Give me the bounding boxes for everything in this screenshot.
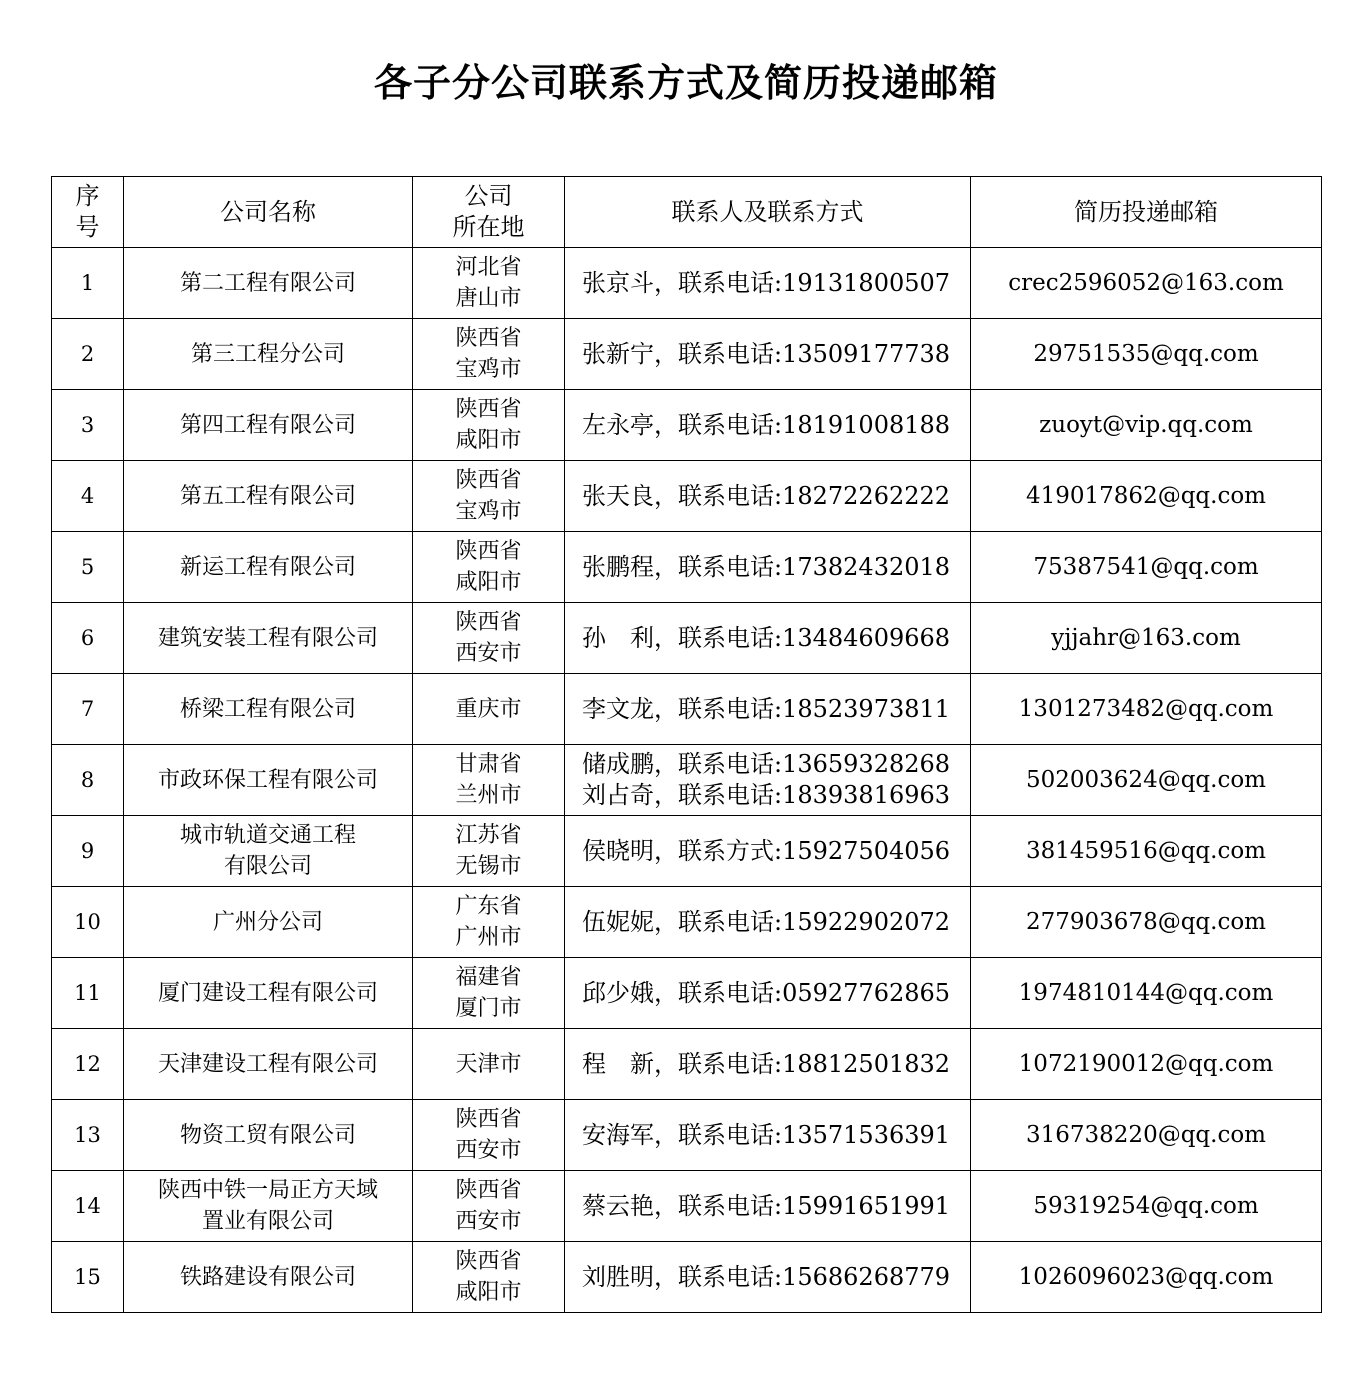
location-cell bbox=[413, 1171, 565, 1242]
header-location bbox=[413, 177, 565, 248]
location-cell bbox=[413, 390, 565, 461]
email-cell[interactable]: 419017862@qq.com bbox=[971, 461, 1322, 532]
email-cell[interactable]: zuoyt@vip.qq.com bbox=[971, 390, 1322, 461]
header-seq bbox=[52, 177, 124, 248]
company-cell-line: 有限公司 bbox=[223, 854, 312, 879]
table-header-row bbox=[52, 177, 1322, 248]
table-row bbox=[52, 532, 1322, 603]
location-cell-line: 无锡市 bbox=[455, 854, 522, 879]
contact-cell bbox=[565, 248, 971, 319]
contact-cell-line: 张天良，联系电话:18272262222 bbox=[582, 481, 951, 510]
contact-cell bbox=[565, 887, 971, 958]
contact-cell bbox=[565, 1171, 971, 1242]
header-contact: 联系人及联系方式 bbox=[565, 177, 971, 248]
company-cell bbox=[124, 745, 413, 816]
company-cell bbox=[124, 816, 413, 887]
seq-cell: 1 bbox=[52, 248, 124, 319]
location-cell-line: 宝鸡市 bbox=[455, 357, 522, 382]
contact-cell-line: 刘占奇，联系电话:18393816963 bbox=[582, 781, 951, 809]
location-cell-line: 宝鸡市 bbox=[455, 499, 522, 524]
table-row bbox=[52, 603, 1322, 674]
contact-cell bbox=[565, 319, 971, 390]
location-cell-line: 陕西省 bbox=[455, 468, 522, 493]
table-row bbox=[52, 319, 1322, 390]
contact-cell bbox=[565, 603, 971, 674]
company-cell-line: 陕西中铁一局正方天域 bbox=[157, 1178, 378, 1203]
seq-cell: 13 bbox=[52, 1100, 124, 1171]
location-cell-line: 陕西省 bbox=[455, 1178, 522, 1203]
company-cell bbox=[124, 390, 413, 461]
table-row bbox=[52, 674, 1322, 745]
location-cell-line: 西安市 bbox=[455, 641, 522, 666]
email-cell[interactable]: yjjahr@163.com bbox=[971, 603, 1322, 674]
location-cell bbox=[413, 674, 565, 745]
location-cell-line: 西安市 bbox=[455, 1209, 522, 1234]
table-row bbox=[52, 1171, 1322, 1242]
contact-cell-line: 李文龙，联系电话:18523973811 bbox=[582, 694, 951, 723]
contact-cell bbox=[565, 1242, 971, 1313]
email-cell[interactable]: 59319254@qq.com bbox=[971, 1171, 1322, 1242]
contacts-table bbox=[51, 176, 1322, 1313]
contact-cell-line: 侯晓明，联系方式:15927504056 bbox=[582, 836, 951, 865]
contact-cell bbox=[565, 461, 971, 532]
email-cell[interactable]: 502003624@qq.com bbox=[971, 745, 1322, 816]
seq-cell: 15 bbox=[52, 1242, 124, 1313]
company-cell-line: 天津建设工程有限公司 bbox=[157, 1051, 378, 1077]
company-cell bbox=[124, 1171, 413, 1242]
location-cell bbox=[413, 461, 565, 532]
seq-cell: 14 bbox=[52, 1171, 124, 1242]
email-cell[interactable]: crec2596052@163.com bbox=[971, 248, 1322, 319]
table-row bbox=[52, 390, 1322, 461]
location-cell-line: 福建省 bbox=[455, 965, 522, 990]
contact-cell-line: 张新宁，联系电话:13509177738 bbox=[582, 339, 951, 368]
location-cell-line: 陕西省 bbox=[455, 610, 522, 635]
header-seq-line: 号 bbox=[75, 213, 100, 241]
contact-cell-line: 蔡云艳，联系电话:15991651991 bbox=[582, 1191, 951, 1220]
location-cell-line: 河北省 bbox=[455, 255, 522, 280]
seq-cell: 5 bbox=[52, 532, 124, 603]
table-body bbox=[52, 248, 1322, 1313]
contact-cell-line: 张京斗，联系电话:19131800507 bbox=[582, 268, 951, 297]
company-cell bbox=[124, 461, 413, 532]
contact-cell bbox=[565, 958, 971, 1029]
location-cell-line: 唐山市 bbox=[455, 286, 522, 311]
seq-cell: 7 bbox=[52, 674, 124, 745]
location-cell bbox=[413, 816, 565, 887]
contact-cell-line: 孙 利，联系电话:13484609668 bbox=[582, 623, 951, 652]
contact-cell bbox=[565, 674, 971, 745]
table-row bbox=[52, 745, 1322, 816]
seq-cell: 11 bbox=[52, 958, 124, 1029]
seq-cell: 4 bbox=[52, 461, 124, 532]
seq-cell: 10 bbox=[52, 887, 124, 958]
seq-cell: 3 bbox=[52, 390, 124, 461]
company-cell-line: 建筑安装工程有限公司 bbox=[157, 625, 378, 651]
company-cell bbox=[124, 532, 413, 603]
location-cell-line: 重庆市 bbox=[455, 696, 522, 722]
location-cell bbox=[413, 1242, 565, 1313]
company-cell bbox=[124, 603, 413, 674]
contact-cell-line: 安海军，联系电话:13571536391 bbox=[582, 1120, 951, 1149]
table-row bbox=[52, 1242, 1322, 1313]
company-cell-line: 市政环保工程有限公司 bbox=[157, 767, 378, 793]
location-cell-line: 咸阳市 bbox=[455, 428, 522, 453]
location-cell-line: 咸阳市 bbox=[455, 570, 522, 595]
location-cell-line: 江苏省 bbox=[455, 823, 522, 848]
header-company: 公司名称 bbox=[124, 177, 413, 248]
header-location-line: 公司 bbox=[464, 182, 513, 210]
company-cell bbox=[124, 958, 413, 1029]
header-location-line: 所在地 bbox=[452, 213, 525, 241]
seq-cell: 12 bbox=[52, 1029, 124, 1100]
contact-cell-line: 邱少娥，联系电话:05927762865 bbox=[582, 978, 951, 1007]
company-cell-line: 桥梁工程有限公司 bbox=[179, 696, 356, 722]
table-row bbox=[52, 816, 1322, 887]
location-cell bbox=[413, 248, 565, 319]
location-cell-line: 西安市 bbox=[455, 1138, 522, 1163]
contact-cell-line: 张鹏程，联系电话:17382432018 bbox=[582, 552, 951, 581]
location-cell-line: 陕西省 bbox=[455, 539, 522, 564]
page-title: 各子分公司联系方式及简历投递邮箱 bbox=[373, 61, 998, 105]
location-cell-line: 陕西省 bbox=[455, 397, 522, 422]
contact-cell bbox=[565, 390, 971, 461]
company-cell-line: 铁路建设有限公司 bbox=[179, 1264, 356, 1290]
email-cell[interactable]: 1072190012@qq.com bbox=[971, 1029, 1322, 1100]
seq-cell: 2 bbox=[52, 319, 124, 390]
header-seq-line: 序 bbox=[75, 182, 100, 210]
location-cell bbox=[413, 603, 565, 674]
location-cell-line: 咸阳市 bbox=[455, 1280, 522, 1305]
company-cell-line: 第二工程有限公司 bbox=[179, 270, 356, 296]
company-cell bbox=[124, 1029, 413, 1100]
company-cell bbox=[124, 1242, 413, 1313]
contact-cell bbox=[565, 1100, 971, 1171]
email-cell[interactable]: 29751535@qq.com bbox=[971, 319, 1322, 390]
seq-cell: 9 bbox=[52, 816, 124, 887]
email-cell[interactable]: 381459516@qq.com bbox=[971, 816, 1322, 887]
email-cell[interactable]: 1974810144@qq.com bbox=[971, 958, 1322, 1029]
location-cell bbox=[413, 887, 565, 958]
location-cell-line: 广东省 bbox=[455, 894, 522, 919]
email-cell[interactable]: 316738220@qq.com bbox=[971, 1100, 1322, 1171]
table-row bbox=[52, 958, 1322, 1029]
email-cell[interactable]: 277903678@qq.com bbox=[971, 887, 1322, 958]
company-cell bbox=[124, 1100, 413, 1171]
location-cell bbox=[413, 745, 565, 816]
location-cell-line: 兰州市 bbox=[455, 783, 522, 808]
contact-cell-line: 左永亭，联系电话:18191008188 bbox=[582, 410, 951, 439]
company-cell bbox=[124, 674, 413, 745]
company-cell-line: 第三工程分公司 bbox=[190, 341, 345, 367]
email-cell[interactable]: 75387541@qq.com bbox=[971, 532, 1322, 603]
email-cell[interactable]: 1026096023@qq.com bbox=[971, 1242, 1322, 1313]
table-row bbox=[52, 1100, 1322, 1171]
contact-cell-line: 伍妮妮，联系电话:15922902072 bbox=[582, 907, 951, 936]
seq-cell: 6 bbox=[52, 603, 124, 674]
company-cell bbox=[124, 319, 413, 390]
table-row bbox=[52, 248, 1322, 319]
contact-cell-line: 储成鹏，联系电话:13659328268 bbox=[582, 750, 951, 778]
location-cell-line: 厦门市 bbox=[455, 996, 522, 1021]
location-cell-line: 陕西省 bbox=[455, 1249, 522, 1274]
contact-cell bbox=[565, 532, 971, 603]
contact-cell-line: 刘胜明，联系电话:15686268779 bbox=[582, 1262, 951, 1291]
company-cell-line: 置业有限公司 bbox=[201, 1209, 334, 1234]
table-row bbox=[52, 887, 1322, 958]
company-cell-line: 城市轨道交通工程 bbox=[179, 823, 356, 848]
contact-cell-line: 程 新，联系电话:18812501832 bbox=[582, 1049, 951, 1078]
company-cell-line: 广州分公司 bbox=[212, 909, 323, 935]
table-row bbox=[52, 1029, 1322, 1100]
location-cell-line: 广州市 bbox=[455, 925, 522, 950]
location-cell-line: 陕西省 bbox=[455, 326, 522, 351]
company-cell-line: 第五工程有限公司 bbox=[179, 483, 356, 509]
contact-cell bbox=[565, 745, 971, 816]
location-cell bbox=[413, 319, 565, 390]
location-cell bbox=[413, 958, 565, 1029]
location-cell bbox=[413, 1100, 565, 1171]
email-cell[interactable]: 1301273482@qq.com bbox=[971, 674, 1322, 745]
contact-cell bbox=[565, 1029, 971, 1100]
contact-cell bbox=[565, 816, 971, 887]
table-row bbox=[52, 461, 1322, 532]
location-cell-line: 甘肃省 bbox=[455, 752, 522, 777]
location-cell-line: 天津市 bbox=[455, 1051, 522, 1077]
company-cell bbox=[124, 248, 413, 319]
company-cell-line: 新运工程有限公司 bbox=[179, 554, 356, 580]
location-cell bbox=[413, 532, 565, 603]
header-email: 简历投递邮箱 bbox=[971, 177, 1322, 248]
seq-cell: 8 bbox=[52, 745, 124, 816]
company-cell-line: 物资工贸有限公司 bbox=[179, 1122, 356, 1148]
location-cell bbox=[413, 1029, 565, 1100]
company-cell-line: 厦门建设工程有限公司 bbox=[157, 980, 378, 1006]
location-cell-line: 陕西省 bbox=[455, 1107, 522, 1132]
company-cell-line: 第四工程有限公司 bbox=[179, 412, 356, 438]
company-cell bbox=[124, 887, 413, 958]
